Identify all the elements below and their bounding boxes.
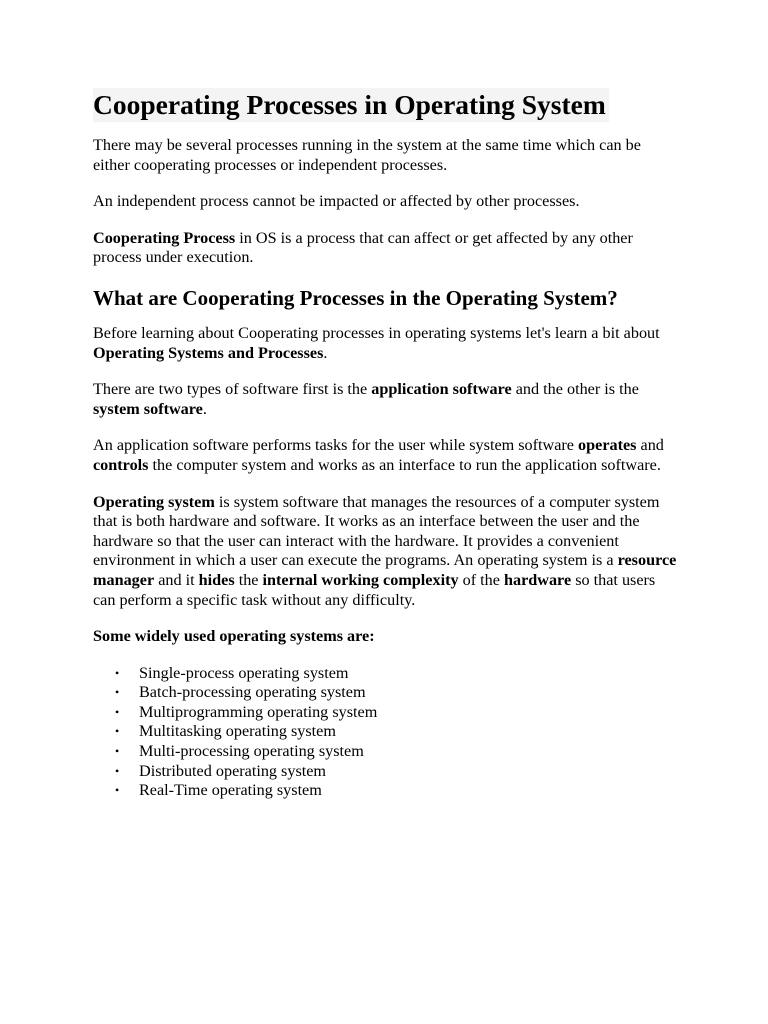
text-span: . [202,399,207,418]
intro-paragraph-2: An independent process cannot be impacted or affected by other processes. [93,192,580,211]
term-os-and-processes: Operating Systems and Processes [93,343,324,362]
term-operating-system: Operating system [93,492,215,511]
list-item [115,781,679,801]
intro-paragraph-3-text: in OS is a process that can affect or get affected by any other process under execution. [93,228,633,267]
term-system-software: system software [93,399,203,418]
text-span: Before learning about Cooperating processes in operating systems let's learn a bit about [93,323,660,342]
text-span: An application software performs tasks for the user while system software [93,436,579,455]
text-span: is system software that manages the resources of a computer system that is both hardware and software. It works as an interface between the user and the hardware so that the user can interact with the hardware. It provides a convenient environment in which a user can execute the programs. An operating system is a [93,492,660,570]
document-page [93,88,679,801]
list-item-label: Distributed operating system [139,761,327,780]
list-item [115,702,679,723]
list-item [115,663,679,684]
list-item [115,722,679,742]
bullet-icon: • [115,783,120,798]
page-title: Cooperating Processes in Operating System [93,88,609,122]
bullet-icon: • [115,665,120,680]
term-operates: operates [578,436,637,455]
term-hides: hides [198,570,235,589]
text-span: and the other is the [511,380,639,399]
list-item-label: Single-process operating system [139,663,349,682]
text-span: of the [458,570,504,589]
bullet-icon: • [115,704,120,719]
bullet-icon: • [115,763,120,778]
intro-paragraph-1: There may be several processes running in the system at the same time which can be either cooperating processes or independent processes. [93,136,641,174]
list-item-label: Multiprogramming operating system [139,702,378,721]
bullet-icon: • [115,744,120,759]
term-hardware: hardware [503,570,572,589]
text-span: There are two types of software first is the [93,380,372,399]
section-paragraph-4 [93,493,679,611]
list-item [115,742,679,762]
list-heading-text: Some widely used operating systems are: [93,627,375,646]
text-span: and it [154,570,199,589]
os-types-list [93,664,679,801]
section-paragraph-3 [93,436,679,475]
term-application-software: application software [371,380,512,399]
term-controls: controls [93,455,149,474]
bullet-icon: • [115,724,120,739]
list-item-label: Batch-processing operating system [139,683,366,702]
text-span: and [636,436,664,455]
list-item-label: Real-Time operating system [139,781,322,800]
bullet-icon: • [115,685,120,700]
term-cooperating-process: Cooperating Process [93,228,236,247]
intro-paragraph-3 [93,229,679,268]
list-heading [93,627,679,647]
list-item-label: Multi-processing operating system [139,742,364,761]
section-paragraph-2 [93,380,679,419]
text-span: the computer system and works as an interface to run the application software. [148,455,661,474]
section-heading: What are Cooperating Processes in the Operating System? [93,285,618,310]
term-internal-working-complexity: internal working complexity [262,570,459,589]
term-resource-manager: resource manager [93,551,677,589]
list-item [115,683,679,703]
text-span: so that users can perform a specific task without any difficulty. [93,570,656,609]
list-item [115,761,679,782]
text-span: the [234,570,263,589]
text-span: . [323,343,328,362]
list-item-label: Multitasking operating system [139,722,336,741]
section-paragraph-1 [93,324,679,363]
